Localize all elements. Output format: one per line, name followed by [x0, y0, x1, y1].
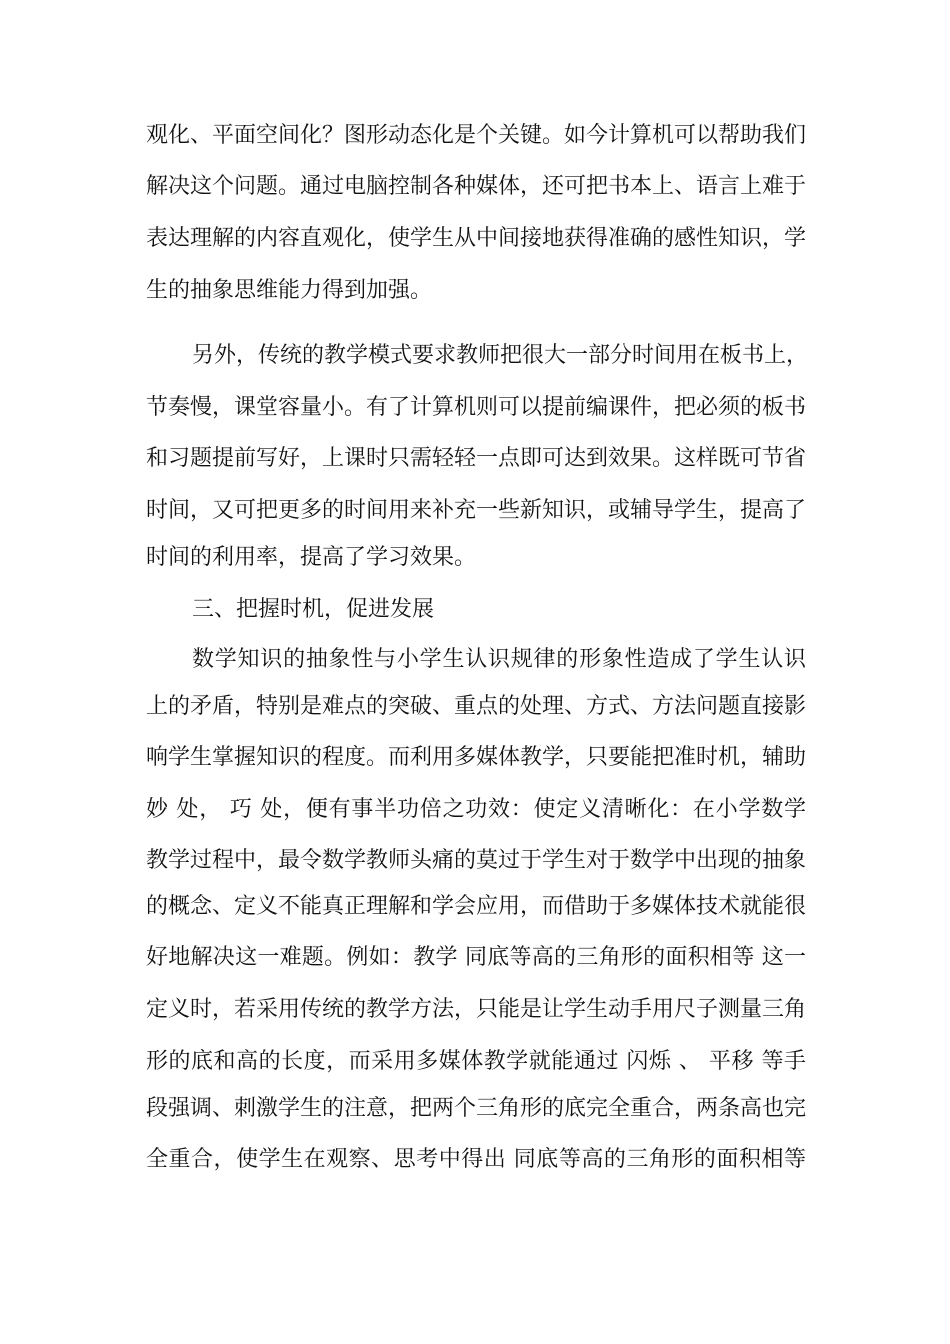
text-line: 观化、平面空间化？图形动态化是个关键。如今计算机可以帮助我们 — [146, 123, 807, 148]
text-line: 定义时，若采用传统的教学方法，只能是让学生动手用尺子测量三角 — [146, 997, 807, 1022]
text-line: 解决这个问题。通过电脑控制各种媒体，还可把书本上、语言上难于 — [146, 174, 807, 199]
text-line: 和习题提前写好，上课时只需轻轻一点即可达到效果。这样既可节省 — [146, 446, 807, 471]
section-heading: 三、把握时机，促进发展 — [192, 597, 435, 622]
text-line: 好地解决这一难题。例如：教学 同底等高的三角形的面积相等 这一 — [146, 945, 806, 970]
text-line: 全重合，使学生在观察、思考中得出 同底等高的三角形的面积相等 — [146, 1147, 806, 1172]
text-line: 响学生掌握知识的程度。而利用多媒体教学，只要能把准时机，辅助 — [146, 745, 807, 770]
text-line: 教学过程中，最令数学教师头痛的莫过于学生对于数学中出现的抽象 — [146, 848, 807, 873]
text-line: 另外，传统的教学模式要求教师把很大一部分时间用在板书上， — [192, 343, 809, 368]
text-line: 数学知识的抽象性与小学生认识规律的形象性造成了学生认识 — [192, 647, 806, 672]
text-line: 时间，又可把更多的时间用来补充一些新知识，或辅导学生，提高了 — [146, 498, 807, 523]
text-line: 段强调、刺激学生的注意，把两个三角形的底完全重合，两条高也完 — [146, 1096, 807, 1121]
text-line: 妙 处， 巧 处，便有事半功倍之功效：使定义清晰化：在小学数学 — [146, 797, 806, 822]
text-line: 时间的利用率，提高了学习效果。 — [146, 545, 477, 570]
text-line: 生的抽象思维能力得到加强。 — [146, 278, 433, 303]
text-line: 上的矛盾，特别是难点的突破、重点的处理、方式、方法问题直接影 — [146, 694, 807, 719]
text-line: 形的底和高的长度，而采用多媒体教学就能通过 闪烁 、 平移 等手 — [146, 1049, 806, 1074]
text-line: 节奏慢，课堂容量小。有了计算机则可以提前编课件，把必须的板书 — [146, 395, 807, 420]
text-line: 表达理解的内容直观化，使学生从中间接地获得准确的感性知识，学 — [146, 226, 807, 251]
text-line: 的概念、定义不能真正理解和学会应用，而借助于多媒体技术就能很 — [146, 894, 807, 919]
